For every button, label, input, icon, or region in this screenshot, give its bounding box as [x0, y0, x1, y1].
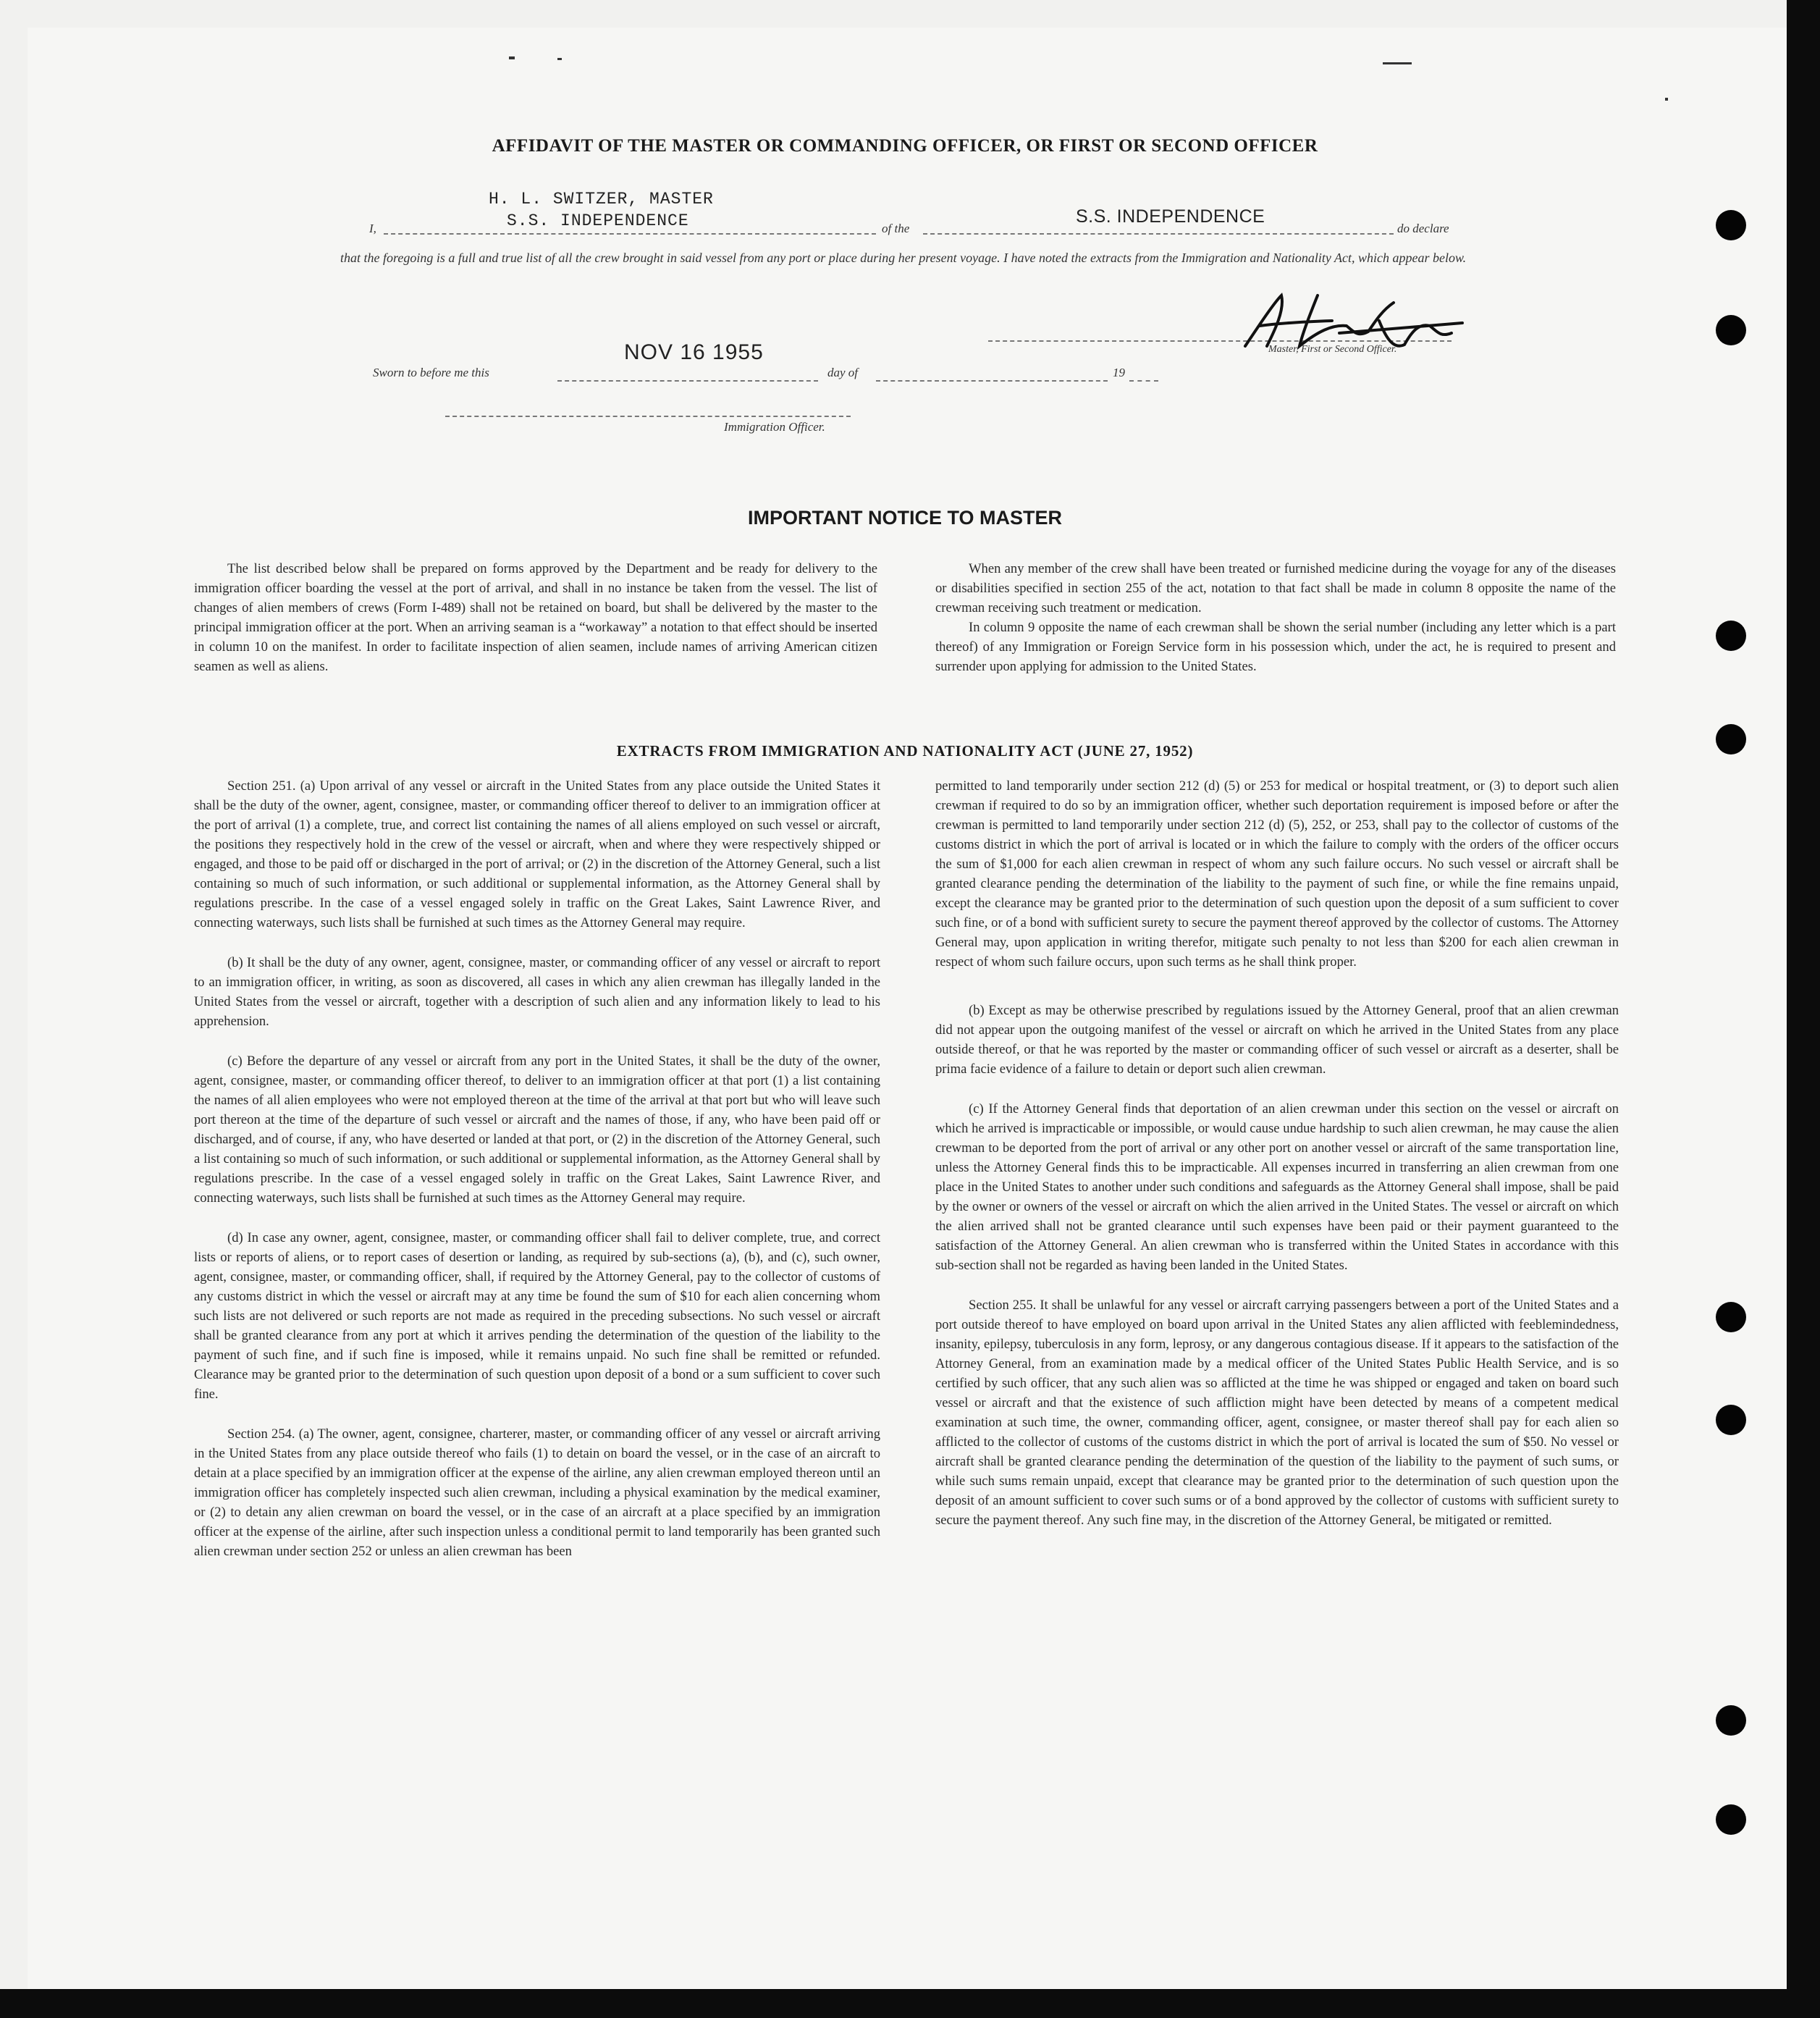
scan-border-right — [1787, 0, 1820, 2018]
i-label: I, — [369, 222, 376, 235]
extracts-right-column — [935, 776, 1619, 1539]
do-declare-label: do declare — [1397, 222, 1449, 235]
affidavit-statement: that the foregoing is a full and true list of all the crew brought in said vessel from any port or place during her present voyage. I have noted the extracts from the Immigration and Nationality Act, which appear below. — [340, 251, 1467, 265]
year-label: 19 — [1113, 366, 1125, 379]
extracts-left-column — [194, 776, 880, 1571]
of-the-label: of the — [882, 222, 910, 235]
sworn-date-stamp: NOV 16 1955 — [624, 340, 764, 364]
sworn-line — [557, 380, 818, 382]
master-name-line2: S.S. INDEPENDENCE — [507, 211, 689, 230]
binder-hole — [1716, 315, 1746, 345]
notice-left-paragraph: The list described below shall be prepared on forms approved by the Department and be ready for delivery to the immigration officer boarding the vessel at the port of arrival, and shall in no instance be taken from the vessel. The list of changes of alien members of crews (Form I-489) shall not be retained on board, but shall be delivered by the master to the principal immigration officer at the port. When an arriving seaman is a “workaway” a notation to that effect should be inserted in column 10 on the manifest. In order to facilitate inspection of alien seamen, include names of arriving American citizen seamen as well as aliens. — [194, 561, 877, 674]
notice-heading: IMPORTANT NOTICE TO MASTER — [748, 507, 1062, 529]
name-line — [384, 233, 876, 235]
master-name-line1: H. L. SWITZER, MASTER — [489, 190, 714, 209]
notice-right-column — [935, 559, 1616, 686]
extracts-heading: EXTRACTS FROM IMMIGRATION AND NATIONALITY ACT (JUNE 27, 1952) — [616, 742, 1194, 760]
notice-right-paragraph: When any member of the crew shall have been treated or furnished medicine during the voyage for any of the diseases or disabilities specified in section 255 of the act, notation to that fact shall be made in column 8 opposite the name of the crewman receiving such treatment or medication. — [935, 561, 1616, 615]
scan-speck — [1383, 62, 1412, 64]
section-254-b: (b) Except as may be otherwise prescribed by regulations issued by the Attorney General, proof that an alien crewman did not appear upon the outgoing manifest of the vessel or aircraft on which he arrived in the United States from any place outside thereof, or that he was reported by the master or commanding officer of such vessel or aircraft as a deserter, shall be prima facie evidence of a failure to detain or deport such alien crewman. — [935, 1003, 1619, 1077]
affidavit-title: AFFIDAVIT OF THE MASTER OR COMMANDING OFFICER, OR FIRST OR SECOND OFFICER — [492, 136, 1318, 156]
notice-left-column — [194, 559, 877, 686]
binder-hole — [1716, 621, 1746, 651]
year-line — [1129, 380, 1158, 382]
binder-hole — [1716, 724, 1746, 754]
day-line — [876, 380, 1108, 382]
signature-caption: Master, First or Second Officer. — [1268, 344, 1397, 355]
sworn-label: Sworn to before me this — [373, 366, 489, 379]
binder-hole — [1716, 1405, 1746, 1435]
scan-border-bottom — [0, 1989, 1820, 2018]
day-of-label: day of — [827, 366, 859, 379]
vessel-name: S.S. INDEPENDENCE — [1076, 206, 1265, 227]
binder-hole — [1716, 210, 1746, 240]
scan-speck — [557, 58, 562, 60]
binder-hole — [1716, 1705, 1746, 1736]
binder-hole — [1716, 1804, 1746, 1835]
binder-hole — [1716, 1302, 1746, 1332]
scan-speck — [1665, 98, 1668, 101]
vessel-line — [923, 233, 1394, 235]
section-251-c: (c) Before the departure of any vessel or aircraft from any port in the United States, it shall be the duty of the owner, agent, consignee, master, or commanding officer thereof, to deliver to an immigration officer at that port (1) a list containing the names of all alien employees who were not employed thereon at the time of the arrival at that port but who will leave such port thereon at the time of the departure of such vessel or aircraft and the names of those, if any, who have been paid off or discharged, and of course, if any, who have deserted or landed at that port, or (2) in the discretion of the Attorney General, such a list containing so much of such information, or such additional or supplemental information, as the Attorney General shall by regulations prescribe. In the case of a vessel engaged solely in traffic on the Great Lakes, Saint Lawrence River, and connecting waterways, such lists shall be furnished at such times as the Attorney General may require. — [194, 1054, 880, 1206]
section-251-d: (d) In case any owner, agent, consignee, master, or commanding officer shall fail to deliver complete, true, and correct lists or reports of aliens, or to report cases of desertion or landing, as required by sub-sections (a), (b), and (c), such owner, agent, consignee, master, or commanding officer, shall, if required by the Attorney General, pay to the collector of customs of any customs district in which the vessel or aircraft may at any time be found the sum of $10 for each alien concerning whom such lists are not delivered or such reports are not made as required in the preceding subsections. No such vessel or aircraft shall be granted clearance from any port at which it arrives pending the determination of the question of the liability to the payment of such fine, and if such fine is imposed, while it remains unpaid. No such fine shall be remitted or refunded. Clearance may be granted prior to the determination of such question upon deposit of a bond or a sum sufficient to cover such fine. — [194, 1230, 880, 1402]
section-254-a-continued: permitted to land temporarily under section 212 (d) (5) or 253 for medical or hospital treatment, or (3) to deport such alien crewman if required to do so by an immigration officer, whether such deportation requirement is imposed before or after the crewman is permitted to land temporarily under section 212 (d) (5), 252, or 253, shall pay to the collector of customs of the customs district in which the port of arrival is located or in which the failure to comply with the orders of the officer occurs the sum of $1,000 for each alien crewman in respect of whom any such failure occurs. No such vessel or aircraft shall be granted clearance pending the determination of the liability to the payment of such fine, or while the fine remains unpaid, except the clearance may be granted prior to the determination of such question upon the deposit of a sum sufficient to cover such fine, or of a bond with sufficient surety to secure the payment thereof approved by the collector of customs. The Attorney General may, upon application in writing therefor, mitigate such penalty to not less than $200 for each alien crewman in respect of whom such failure occurs, upon such terms as he shall think proper. — [935, 778, 1619, 970]
section-251-a: Section 251. (a) Upon arrival of any vessel or aircraft in the United States from any place outside the United States it shall be the duty of the owner, agent, consignee, master, or commanding officer thereof to deliver to an immigration officer at the port of arrival (1) a complete, true, and correct list containing the names of all aliens employed on such vessel or aircraft, the positions they respectively hold in the crew of the vessel or aircraft, when and where they were respectively shipped or engaged, and those to be paid off or discharged in the port of arrival; or (2) in the discretion of the Attorney General, such a list containing so much of such information, or such additional or supplemental information, as the Attorney General shall by regulations prescribe. In the case of a vessel engaged solely in traffic on the Great Lakes, Saint Lawrence River, and connecting waterways, such lists shall be furnished at such times as the Attorney General may require. — [194, 778, 880, 930]
notice-right-paragraph: In column 9 opposite the name of each crewman shall be shown the serial number (including any letter which is a part thereof) of any Immigration or Foreign Service form in his possession which, under the act, he is required to present and surrender upon applying for admission to the United States. — [935, 620, 1616, 674]
section-255: Section 255. It shall be unlawful for any vessel or aircraft carrying passengers between a port of the United States and a port outside thereof to have employed on board upon arrival in the United States any alien afflicted with feeblemindedness, insanity, epilepsy, tuberculosis in any form, leprosy, or any dangerous contagious disease. If it appears to the satisfaction of the Attorney General, from an examination made by a medical officer of the United States Public Health Service, and is so certified by such officer, that any such alien was so afflicted at the time he was shipped or engaged and taken on board such vessel or aircraft and that the existence of such affliction might have been detected by means of a competent medical examination at such time, the owner, commanding officer, agent, consignee, or master thereof shall pay for each alien so afflicted to the collector of customs of the customs district in which the port of arrival is located the sum of $50. No vessel or aircraft shall be granted clearance pending the determination of the question of the liability to the payment of such sums, or while such sums remain unpaid, except that clearance may be granted prior to the determination of such question upon the deposit of an amount sufficient to cover such sums or of a bond approved by the collector of customs with sufficient surety to secure the payment thereof. Any such fine may, in the discretion of the Attorney General, be mitigated or remitted. — [935, 1298, 1619, 1528]
officer-caption: Immigration Officer. — [724, 420, 825, 434]
section-254-c: (c) If the Attorney General finds that deportation of an alien crewman under this section on the vessel or aircraft on which he arrived is impracticable or impossible, or would cause undue hardship to such alien crewman, he may cause the alien crewman to be deported from the port of arrival or any other port on another vessel or aircraft of the same transportation line, unless the Attorney General finds this to be impracticable. All expenses incurred in transferring an alien crewman from one place in the United States to another under such conditions and safeguards as the Attorney General shall impose, shall be paid by the owner or owners of the vessel or aircraft on which the alien arrived in the United States. The vessel or aircraft on which the alien arrived shall not be granted clearance until such expenses have been paid or their payment guaranteed to the satisfaction of the Attorney General. An alien crewman who is transferred within the United States in accordance with this sub-section shall not be regarded as having been landed in the United States. — [935, 1101, 1619, 1273]
section-254-a: Section 254. (a) The owner, agent, consignee, charterer, master, or commanding officer of any vessel or aircraft arriving in the United States from any place outside thereof who fails (1) to detain on board the vessel, or in the case of an aircraft to detain at a place specified by an immigration officer at the expense of the airline, any alien crewman employed thereon until an immigration officer has completely inspected such alien crewman, including a physical examination by the medical examiner, or (2) to detain any alien crewman on board the vessel, or in the case of an aircraft at a place specified by an immigration officer at the expense of the airline, after such inspection unless a conditional permit to land temporarily has been granted such alien crewman under section 252 or unless an alien crewman has been — [194, 1426, 880, 1559]
officer-line — [445, 416, 851, 417]
scan-speck — [509, 56, 515, 59]
section-251-b: (b) It shall be the duty of any owner, agent, consignee, master, or commanding officer of any vessel or aircraft to report to an immigration officer, in writing, as soon as discovered, all cases in which any alien crewman has illegally landed in the United States from the vessel or aircraft, together with a description of such alien and any information likely to lead to his apprehension. — [194, 955, 880, 1029]
